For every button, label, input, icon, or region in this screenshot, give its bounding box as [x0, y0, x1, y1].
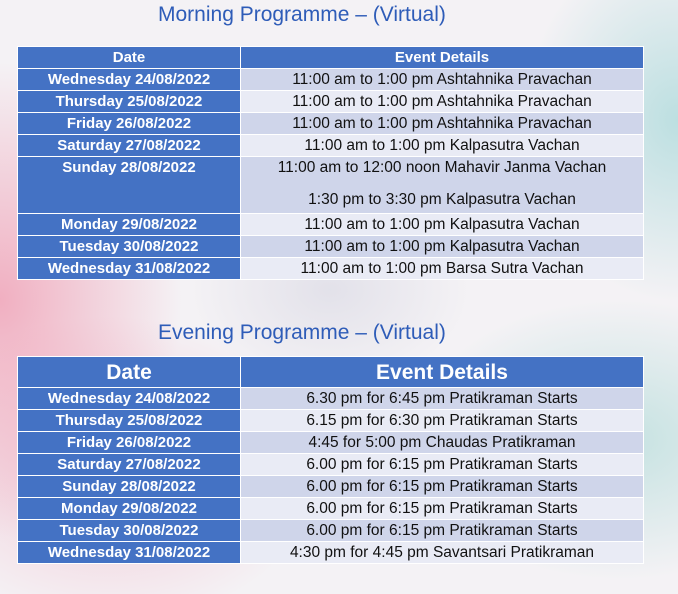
event-cell: 11:00 am to 1:00 pm Ashtahnika Pravachan	[241, 69, 644, 91]
event-cell: 11:00 am to 1:00 pm Kalpasutra Vachan	[241, 236, 644, 258]
table-row	[18, 113, 644, 135]
date-cell: Wednesday 24/08/2022	[18, 388, 241, 410]
table-row	[18, 236, 644, 258]
date-cell: Wednesday 31/08/2022	[18, 258, 241, 280]
date-cell: Friday 26/08/2022	[18, 432, 241, 454]
event-cell: 6.00 pm for 6:15 pm Pratikraman Starts	[241, 520, 644, 542]
event-cell: 6.00 pm for 6:15 pm Pratikraman Starts	[241, 498, 644, 520]
table-row	[18, 432, 644, 454]
table-row	[18, 388, 644, 410]
table-row	[18, 520, 644, 542]
event-line: 11:00 am to 12:00 noon Mahavir Janma Vachan	[277, 159, 607, 176]
morning-schedule-table	[17, 46, 644, 280]
event-cell: 11:00 am to 1:00 pm Kalpasutra Vachan	[241, 135, 644, 157]
event-cell	[241, 157, 644, 214]
table-row	[18, 69, 644, 91]
date-cell: Saturday 27/08/2022	[18, 135, 241, 157]
table-row	[18, 454, 644, 476]
event-cell: 6.30 pm for 6:45 pm Pratikraman Starts	[241, 388, 644, 410]
date-cell: Thursday 25/08/2022	[18, 91, 241, 113]
morning-programme-title: Morning Programme – (Virtual)	[158, 3, 446, 26]
date-cell: Wednesday 24/08/2022	[18, 69, 241, 91]
table-row	[18, 135, 644, 157]
date-column-header: Date	[18, 47, 241, 69]
date-cell: Friday 26/08/2022	[18, 113, 241, 135]
date-cell: Monday 29/08/2022	[18, 214, 241, 236]
date-column-header: Date	[18, 357, 241, 388]
event-cell: 6.00 pm for 6:15 pm Pratikraman Starts	[241, 454, 644, 476]
date-cell: Wednesday 31/08/2022	[18, 542, 241, 564]
event-cell: 11:00 am to 1:00 pm Kalpasutra Vachan	[241, 214, 644, 236]
date-cell: Thursday 25/08/2022	[18, 410, 241, 432]
table-row	[18, 542, 644, 564]
event-line: 1:30 pm to 3:30 pm Kalpasutra Vachan	[308, 190, 576, 208]
date-cell: Tuesday 30/08/2022	[18, 236, 241, 258]
table-row	[18, 91, 644, 113]
date-cell: Sunday 28/08/2022	[18, 157, 241, 214]
event-cell: 11:00 am to 1:00 pm Barsa Sutra Vachan	[241, 258, 644, 280]
event-cell: 11:00 am to 1:00 pm Ashtahnika Pravachan	[241, 91, 644, 113]
event-cell: 6.00 pm for 6:15 pm Pratikraman Starts	[241, 476, 644, 498]
date-cell: Saturday 27/08/2022	[18, 454, 241, 476]
evening-schedule-table	[17, 356, 644, 564]
table-header-row	[18, 47, 644, 69]
event-cell: 6.15 pm for 6:30 pm Pratikraman Starts	[241, 410, 644, 432]
event-details-column-header: Event Details	[241, 47, 644, 69]
event-cell: 4:30 pm for 4:45 pm Savantsari Pratikraman	[241, 542, 644, 564]
event-cell: 4:45 for 5:00 pm Chaudas Pratikraman	[241, 432, 644, 454]
table-row	[18, 157, 644, 214]
date-cell: Monday 29/08/2022	[18, 498, 241, 520]
event-cell: 11:00 am to 1:00 pm Ashtahnika Pravachan	[241, 113, 644, 135]
table-row	[18, 258, 644, 280]
date-cell: Sunday 28/08/2022	[18, 476, 241, 498]
table-row	[18, 410, 644, 432]
evening-programme-title: Evening Programme – (Virtual)	[158, 321, 446, 344]
table-row	[18, 498, 644, 520]
event-details-column-header: Event Details	[241, 357, 644, 388]
date-cell: Tuesday 30/08/2022	[18, 520, 241, 542]
table-row	[18, 214, 644, 236]
table-header-row	[18, 357, 644, 388]
table-row	[18, 476, 644, 498]
